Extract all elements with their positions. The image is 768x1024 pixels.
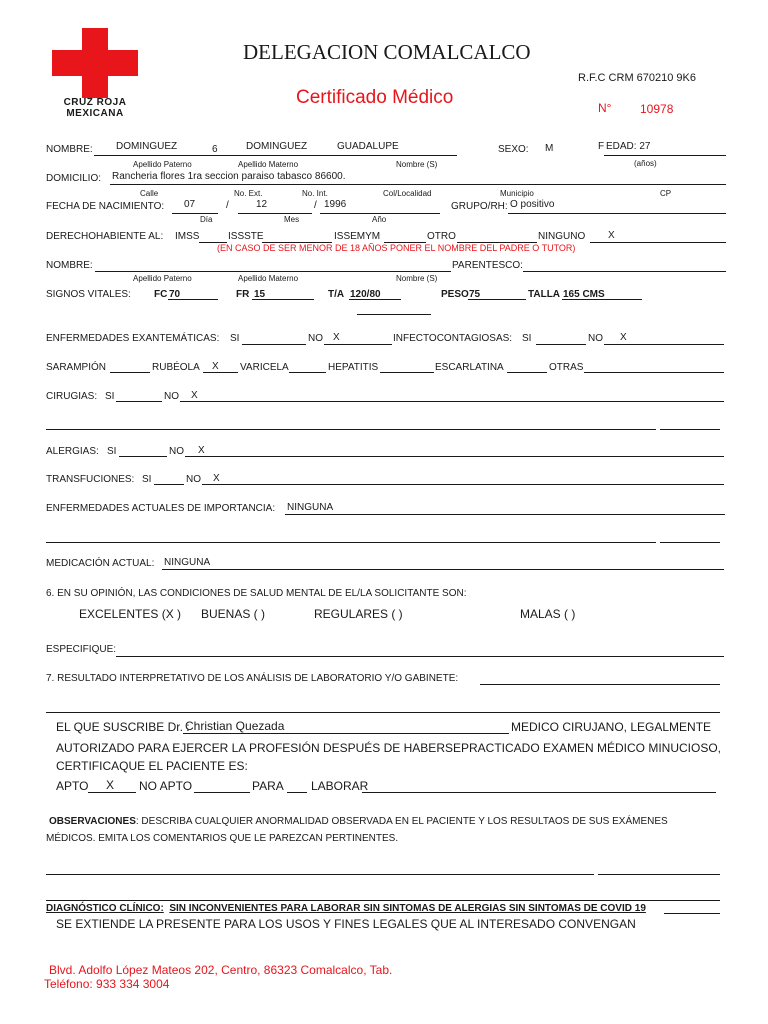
domicilio-value: Rancheria flores 1ra seccion paraiso tabasco 86600. <box>112 171 346 182</box>
fc-label: FC <box>154 289 168 300</box>
ta-label: T/A <box>328 289 345 300</box>
cirugias-no-label: NO <box>164 391 179 402</box>
cirugias-no-mark: X <box>191 390 198 401</box>
no-apto-underline <box>194 792 250 793</box>
domicilio-label: DOMICILIO: <box>46 173 102 184</box>
nombres-value: GUADALUPE <box>337 141 399 152</box>
actuales-value: NINGUNA <box>287 502 334 513</box>
certificate-title: Certificado Médico <box>296 87 454 108</box>
delegation-title: DELEGACION COMALCALCO <box>243 40 531 64</box>
f-label: F <box>598 141 605 152</box>
lab-question: 7. RESULTADO INTERPRETATIVO DE LOS ANÁLISIS DE LABORATORIO Y/O GABINETE: <box>46 673 459 684</box>
vitals-label: SIGNOS VITALES: <box>46 289 131 300</box>
medicacion-underline <box>162 569 724 570</box>
grupo-underline <box>508 213 726 214</box>
doctor-underline <box>183 733 509 734</box>
grupo-value: O positivo <box>510 199 555 210</box>
mes-value: 12 <box>256 199 268 210</box>
anio-underline <box>320 213 440 214</box>
ta-extra-underline <box>357 314 431 315</box>
ta-underline <box>349 299 401 300</box>
diagnostico-block <box>46 903 646 914</box>
suscribe-tail: MEDICO CIRUJANO, LEGALMENTE <box>511 720 712 734</box>
name-number-value: 6 <box>212 144 218 155</box>
option-imss: IMSS <box>175 231 200 242</box>
actuales-extra-line <box>46 542 656 543</box>
nacimiento-label: FECHA DE NACIMIENTO: <box>46 201 165 212</box>
caption-calle: Calle <box>140 189 159 198</box>
doctor-name: Christian Quezada <box>185 719 285 733</box>
actuales-underline <box>285 514 725 515</box>
infecto-si-label: SI <box>522 333 532 344</box>
talla-underline <box>562 299 642 300</box>
diagnostico-text: SIN INCONVENIENTES PARA LABORAR SIN SINTOMAS DE ALERGIAS SIN SINTOMAS DE COVID 19 <box>169 903 646 914</box>
caption2-nombres: Nombre (S) <box>396 274 438 283</box>
suscribe-label: EL QUE SUSCRIBE Dr. : <box>56 720 190 734</box>
hepatitis-label: HEPATITIS <box>328 362 379 373</box>
domicilio-underline <box>110 184 726 185</box>
rubeola-label: RUBÉOLA <box>152 362 200 373</box>
escarlatina-label: ESCARLATINA <box>435 362 504 373</box>
exantematicas-si-underline <box>242 344 306 345</box>
lab-extra-line <box>46 712 720 713</box>
infecto-no-mark: X <box>620 332 627 343</box>
dia-value: 07 <box>184 199 196 210</box>
mental-question: 6. EN SU OPINIÓN, LAS CONDICIONES DE SALUD MENTAL DE EL/LA SOLICITANTE SON: <box>46 588 467 599</box>
red-cross-icon <box>52 28 138 98</box>
footer-address: Blvd. Adolfo López Mateos 202, Centro, 86323 Comalcalco, Tab. <box>49 963 393 977</box>
talla-label: TALLA <box>528 289 561 300</box>
transfusiones-no-underline <box>202 484 724 485</box>
cirugias-label: CIRUGIAS: <box>46 391 98 402</box>
alergias-si-underline <box>119 456 167 457</box>
fr-label: FR <box>236 289 250 300</box>
transfusiones-no-mark: X <box>213 473 220 484</box>
option-ninguno: NINGUNO <box>538 231 586 242</box>
diagnostico-underline-tail <box>664 913 720 914</box>
tutor-name-label: NOMBRE: <box>46 260 93 271</box>
certification-line3: CERTIFICAQUE EL PACIENTE ES: <box>56 759 248 773</box>
anio-value: 1996 <box>324 199 347 210</box>
caption-municipio: Municipio <box>500 189 534 198</box>
cirugias-extra-line-2 <box>660 429 720 430</box>
caption-colonia: Col/Localidad <box>383 189 432 198</box>
caption-apellido-paterno: Apellido Paterno <box>133 160 192 169</box>
certification-line2: AUTORIZADO PARA EJERCER LA PROFESIÓN DESPUÉS DE HABERSEPRACTICADO EXAMEN MÉDICO MINUCIOSO, <box>56 741 722 755</box>
medicacion-value: NINGUNA <box>164 557 211 568</box>
observaciones-block <box>49 816 668 827</box>
mes-underline <box>238 213 312 214</box>
rfc-code: R.F.C CRM 670210 9K6 <box>578 72 696 84</box>
alergias-no-mark: X <box>198 445 205 456</box>
logo-text-line2: MEXICANA <box>66 108 124 119</box>
edad-value: EDAD: 27 <box>606 141 651 152</box>
minor-note: (EN CASO DE SER MENOR DE 18 AÑOS PONER EL NOMBRE DEL PADRE O TUTOR) <box>217 243 576 253</box>
sexo-label: SEXO: <box>498 144 529 155</box>
folio-label: N° <box>598 101 612 115</box>
para-underline <box>287 792 307 793</box>
caption-no-int: No. Int. <box>302 189 328 198</box>
ta-value: 120/80 <box>350 289 381 300</box>
laborar-label: LABORAR <box>311 779 369 793</box>
sarampion-label: SARAMPIÓN <box>46 362 107 373</box>
observaciones-line-2 <box>46 900 720 901</box>
logo-text-line1: CRUZ ROJA <box>63 97 127 108</box>
observaciones-text2: MÉDICOS. EMITA LOS COMENTARIOS QUE LE PAREZCAN PERTINENTES. <box>46 833 399 844</box>
cirugias-si-label: SI <box>105 391 115 402</box>
caption-anios: (años) <box>634 159 657 168</box>
sarampion-underline <box>110 372 150 373</box>
exantematicas-si-label: SI <box>230 333 240 344</box>
observaciones-line-1 <box>46 874 594 875</box>
exantematicas-no-underline <box>324 344 392 345</box>
dia-underline <box>172 213 218 214</box>
edad-underline <box>604 155 726 156</box>
alergias-label: ALERGIAS: <box>46 446 99 457</box>
hepatitis-underline <box>380 372 434 373</box>
medicacion-label: MEDICACIÓN ACTUAL: <box>46 558 155 569</box>
mental-excelentes: EXCELENTES (X ) <box>79 607 182 621</box>
caption-apellido-materno: Apellido Materno <box>238 160 299 169</box>
observaciones-text1: : DESCRIBA CUALQUIER ANORMALIDAD OBSERVADA EN EL PACIENTE Y LOS RESULTAOS DE SUS EXÁMENES <box>135 816 668 827</box>
fc-value: 70 <box>169 289 181 300</box>
exantematicas-no-mark: X <box>333 332 340 343</box>
fr-value: 15 <box>254 289 266 300</box>
date-slash-2: / <box>314 200 317 211</box>
laborar-underline <box>362 792 716 793</box>
fc-underline <box>168 299 218 300</box>
transfusiones-si-underline <box>154 484 184 485</box>
infecto-si-underline <box>536 344 586 345</box>
varicela-underline <box>289 372 326 373</box>
caption-anio: Año <box>372 215 387 224</box>
talla-value: 165 CMS <box>563 289 605 300</box>
option-issemym: ISSEMYM <box>334 231 381 242</box>
exantematicas-label: ENFERMEDADES EXANTEMÁTICAS: <box>46 333 220 344</box>
cirugias-extra-line <box>46 429 656 430</box>
footer-phone: Teléfono: 933 334 3004 <box>44 977 170 991</box>
otras-underline <box>584 372 724 373</box>
apto-label: APTO <box>56 779 89 793</box>
infecto-no-label: NO <box>588 333 603 344</box>
cirugias-si-underline <box>116 401 162 402</box>
peso-underline <box>468 299 526 300</box>
sexo-value: M <box>545 143 554 154</box>
derechohabiente-label: DERECHOHABIENTE AL: <box>46 231 164 242</box>
apellido-paterno-value: DOMINGUEZ <box>116 141 178 152</box>
caption2-apellido-materno: Apellido Materno <box>238 274 299 283</box>
para-label: PARA <box>252 779 284 793</box>
ninguno-mark: X <box>608 230 615 241</box>
especifique-label: ESPECIFIQUE: <box>46 644 117 655</box>
infecto-no-underline <box>604 344 724 345</box>
alergias-si-label: SI <box>107 446 117 457</box>
transfusiones-label: TRANSFUCIONES: <box>46 474 135 485</box>
alergias-no-label: NO <box>169 446 184 457</box>
otras-label: OTRAS <box>549 362 584 373</box>
observaciones-line-1b <box>598 874 720 875</box>
name-underline <box>94 155 457 156</box>
option-issste: ISSSTE <box>228 231 264 242</box>
varicela-label: VARICELA <box>240 362 289 373</box>
folio-number: 10978 <box>640 102 674 116</box>
date-slash-1: / <box>226 200 229 211</box>
caption-nombres: Nombre (S) <box>396 160 438 169</box>
caption-mes: Mes <box>284 215 300 224</box>
actuales-extra-line-2 <box>660 542 720 543</box>
parentesco-label: PARENTESCO: <box>452 260 523 271</box>
extiende-text: SE EXTIENDE LA PRESENTE PARA LOS USOS Y FINES LEGALES QUE AL INTERESADO CONVENGAN <box>56 917 636 931</box>
mental-malas: MALAS ( ) <box>520 607 576 621</box>
peso-value: 75 <box>469 289 481 300</box>
transfusiones-si-label: SI <box>142 474 152 485</box>
mental-regulares: REGULARES ( ) <box>314 607 403 621</box>
grupo-label: GRUPO/RH: <box>451 201 508 212</box>
tutor-name-underline <box>95 271 451 272</box>
caption-cp: CP <box>660 189 672 198</box>
rubeola-underline <box>203 372 238 373</box>
apellido-materno-value: DOMINGUEZ <box>246 141 308 152</box>
apto-underline <box>88 792 136 793</box>
actuales-label: ENFERMEDADES ACTUALES DE IMPORTANCIA: <box>46 503 276 514</box>
exantematicas-no-label: NO <box>308 333 323 344</box>
cirugias-no-underline <box>180 401 724 402</box>
parentesco-underline <box>523 271 726 272</box>
peso-label: PESO <box>441 289 469 300</box>
ninguno-underline <box>590 242 726 243</box>
no-apto-label: NO APTO <box>139 779 193 793</box>
lab-underline <box>480 684 720 685</box>
escarlatina-underline <box>507 372 547 373</box>
caption-dia: Día <box>200 215 213 224</box>
diagnostico-label: DIAGNÓSTICO CLÍNICO: <box>46 903 164 914</box>
mental-buenas: BUENAS ( ) <box>201 607 266 621</box>
caption-no-ext: No. Ext. <box>234 189 263 198</box>
transfusiones-no-label: NO <box>186 474 201 485</box>
alergias-no-underline <box>185 456 724 457</box>
rubeola-mark: X <box>212 361 219 372</box>
observaciones-label: OBSERVACIONES <box>49 816 136 827</box>
option-otro: OTRO <box>427 231 456 242</box>
apto-mark: X <box>106 778 115 792</box>
infecto-label: INFECTOCONTAGIOSAS: <box>393 333 513 344</box>
name-label: NOMBRE: <box>46 144 93 155</box>
fr-underline <box>252 299 314 300</box>
especifique-underline <box>116 656 724 657</box>
caption2-apellido-paterno: Apellido Paterno <box>133 274 192 283</box>
